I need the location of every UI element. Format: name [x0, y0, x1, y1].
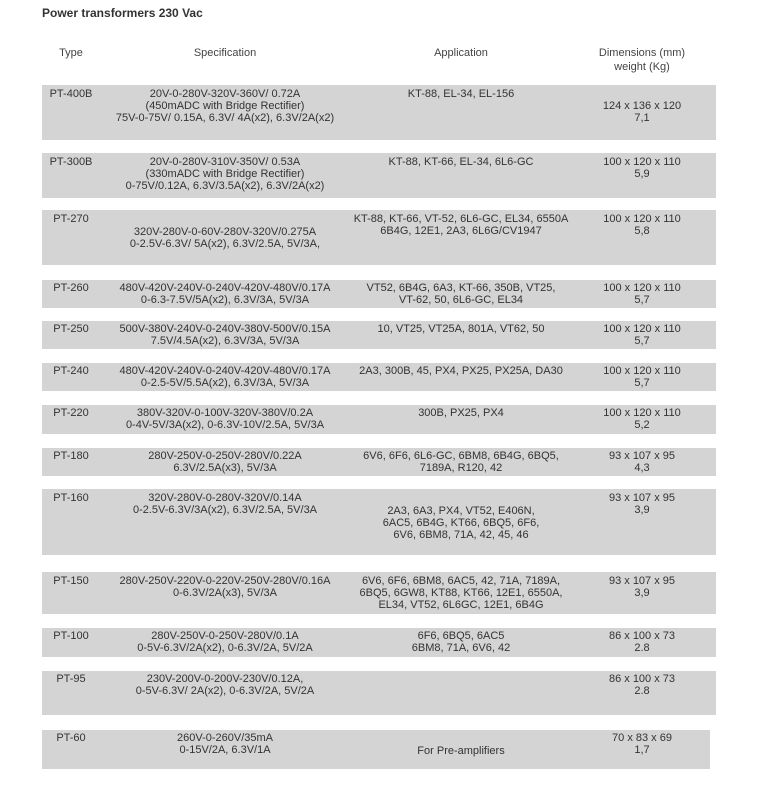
type-cell: PT-180	[53, 450, 89, 462]
application-cell-line: 7189A, R120, 42	[419, 462, 503, 474]
dimensions-cell	[572, 492, 712, 516]
dimensions-value: 100 x 120 x 110	[603, 365, 681, 377]
dimensions-value: 93 x 107 x 95	[608, 575, 676, 587]
application-cell	[350, 365, 572, 377]
specification-cell	[100, 575, 350, 599]
dimensions-value: 100 x 120 x 110	[603, 323, 681, 335]
application-cell	[350, 575, 572, 611]
application-cell-line: For Pre-amplifiers	[417, 745, 505, 757]
weight-value: 2.8	[634, 685, 650, 697]
weight-value: 7,1	[634, 112, 650, 124]
application-cell	[350, 450, 572, 474]
application-cell-line: 6AC5, 6B4G, KT66, 6BQ5, 6F6,	[382, 517, 540, 529]
specification-cell-line: 0-5V-6.3V/ 2A(x2), 0-6.3V/2A, 5V/2A	[135, 685, 315, 697]
specification-cell-line: 280V-250V-0-250V-280V/0.22A	[148, 450, 302, 462]
application-cell-line: 2A3, 300B, 45, PX4, PX25, PX25A, DA30	[359, 365, 563, 377]
specification-cell-line: 380V-320V-0-100V-320V-380V/0.2A	[136, 407, 314, 419]
dimensions-value: 70 x 83 x 69	[612, 732, 672, 744]
specification-cell-line: 0-75V/0.12A, 6.3V/3.5A(x2), 6.3V/2A(x2)	[125, 180, 325, 192]
dimensions-cell	[572, 282, 712, 306]
application-cell-line: 6V6, 6BM8, 71A, 42, 45, 46	[393, 529, 529, 541]
type-cell: PT-100	[53, 630, 89, 642]
weight-value: 5,7	[634, 294, 650, 306]
dimensions-value: 93 x 107 x 95	[608, 492, 676, 504]
dimensions-cell	[572, 575, 712, 599]
application-cell-line: 6BM8, 71A, 6V6, 42	[411, 642, 511, 654]
specification-cell-line: (450mADC with Bridge Rectifier)	[145, 100, 305, 112]
dimensions-cell	[572, 450, 712, 474]
type-cell: PT-160	[53, 492, 89, 504]
specification-cell	[100, 673, 350, 697]
type-cell: PT-260	[53, 282, 89, 294]
type-cell: PT-150	[53, 575, 89, 587]
specification-cell-line: 500V-380V-240V-0-240V-380V-500V/0.15A	[119, 323, 331, 335]
specification-cell-line: 280V-250V-220V-0-220V-250V-280V/0.16A	[119, 575, 331, 587]
application-cell-line: KT-88, KT-66, VT-52, 6L6-GC, EL34, 6550A	[353, 213, 569, 225]
header-specification: Specification	[193, 47, 257, 59]
type-cell: PT-220	[53, 407, 89, 419]
header-application: Application	[434, 47, 488, 59]
table-row	[42, 572, 716, 614]
weight-value: 3,9	[634, 587, 650, 599]
weight-value: 5,8	[634, 225, 650, 237]
application-cell-line: EL34, VT52, 6L6GC, 12E1, 6B4G	[378, 599, 544, 611]
dimensions-value: 100 x 120 x 110	[603, 213, 681, 225]
weight-value: 3,9	[634, 504, 650, 516]
specification-cell	[100, 450, 350, 474]
table-row	[42, 363, 716, 391]
specification-cell-line: 260V-0-260V/35mA	[176, 732, 273, 744]
table-row	[42, 85, 716, 140]
table-row	[42, 405, 716, 434]
application-cell-line: 6BQ5, 6GW8, KT88, KT66, 12E1, 6550A,	[359, 587, 563, 599]
specification-cell-line: 480V-420V-240V-0-240V-420V-480V/0.17A	[119, 282, 331, 294]
application-cell-line: 2A3, 6A3, PX4, VT52, E406N,	[387, 505, 535, 517]
specification-cell-line: 20V-0-280V-320V-360V/ 0.72A	[149, 88, 301, 100]
weight-value: 5,2	[634, 419, 650, 431]
specification-cell-line: 0-2.5-5V/5.5A(x2), 6.3V/3A, 5V/3A	[140, 377, 310, 389]
application-cell	[350, 407, 572, 419]
dimensions-cell	[572, 323, 712, 347]
specification-cell	[100, 156, 350, 192]
weight-value: 5,7	[634, 377, 650, 389]
weight-value: 2.8	[634, 642, 650, 654]
application-cell-line: VT52, 6B4G, 6A3, KT-66, 350B, VT25,	[366, 282, 556, 294]
table-row	[42, 448, 716, 476]
dimensions-value: 86 x 100 x 73	[608, 630, 676, 642]
weight-value: 5,9	[634, 168, 650, 180]
dimensions-cell	[572, 630, 712, 654]
application-cell-line: 6F6, 6BQ5, 6AC5	[417, 630, 505, 642]
type-cell: PT-270	[53, 213, 89, 225]
specification-cell	[100, 365, 350, 389]
header-dimensions-label: Dimensions (mm)	[598, 47, 686, 59]
specification-cell-line: 0-4V-5V/3A(x2), 0-6.3V-10V/2.5A, 5V/3A	[125, 419, 325, 431]
specification-cell-line: 0-2.5V-6.3V/3A(x2), 6.3V/2.5A, 5V/3A	[132, 504, 318, 516]
specification-cell-line: 0-6.3-7.5V/5A(x2), 6.3V/3A, 5V/3A	[140, 294, 310, 306]
application-cell	[350, 630, 572, 654]
specification-cell	[100, 282, 350, 306]
specification-cell	[100, 226, 350, 250]
dimensions-cell	[572, 365, 712, 389]
table-row	[42, 280, 716, 308]
table-row	[42, 730, 710, 769]
header-type: Type	[59, 47, 83, 59]
type-cell: PT-250	[53, 323, 89, 335]
specification-cell	[100, 492, 350, 516]
application-cell	[350, 282, 572, 306]
application-cell-line: 6V6, 6F6, 6BM8, 6AC5, 42, 71A, 7189A,	[361, 575, 561, 587]
application-cell	[350, 323, 572, 335]
dimensions-cell	[572, 732, 712, 756]
application-cell-line: 10, VT25, VT25A, 801A, VT62, 50	[377, 323, 545, 335]
table-row	[42, 210, 716, 265]
specification-cell-line: 480V-420V-240V-0-240V-420V-480V/0.17A	[119, 365, 331, 377]
specification-cell-line: 0-2.5V-6.3V/ 5A(x2), 6.3V/2.5A, 5V/3A,	[129, 238, 321, 250]
weight-value: 4,3	[634, 462, 650, 474]
specification-cell	[100, 407, 350, 431]
specification-cell-line: 320V-280V-0-60V-280V-320V/0.275A	[133, 226, 317, 238]
dimensions-value: 100 x 120 x 110	[603, 282, 681, 294]
specification-cell-line: 7.5V/4.5A(x2), 6.3V/3A, 5V/3A	[150, 335, 300, 347]
specification-cell	[100, 630, 350, 654]
application-cell	[350, 156, 572, 168]
specification-cell-line: 6.3V/2.5A(x3), 5V/3A	[173, 462, 277, 474]
application-cell	[350, 88, 572, 100]
specification-cell-line: 230V-200V-0-200V-230V/0.12A,	[146, 673, 304, 685]
specification-cell-line: (330mADC with Bridge Rectifier)	[145, 168, 305, 180]
application-cell	[350, 745, 572, 757]
specification-cell-line: 75V-0-75V/ 0.15A, 6.3V/ 4A(x2), 6.3V/2A(x2)	[115, 112, 335, 124]
specification-cell-line: 0-15V/2A, 6.3V/1A	[179, 744, 271, 756]
specification-cell-line: 280V-250V-0-250V-280V/0.1A	[151, 630, 299, 642]
type-cell: PT-300B	[49, 156, 93, 168]
header-dimensions	[572, 46, 712, 74]
dimensions-value: 93 x 107 x 95	[608, 450, 676, 462]
application-cell-line: KT-88, EL-34, EL-156	[407, 88, 515, 100]
type-cell: PT-60	[56, 732, 86, 744]
specification-cell	[100, 88, 350, 124]
table-row	[42, 671, 716, 715]
application-cell-line: VT-62, 50, 6L6-GC, EL34	[398, 294, 524, 306]
weight-value: 5,7	[634, 335, 650, 347]
application-cell	[350, 505, 572, 541]
dimensions-cell	[572, 407, 712, 431]
table-row	[42, 321, 716, 349]
type-cell: PT-95	[56, 673, 86, 685]
dimensions-cell	[572, 156, 712, 180]
page-title: Power transformers 230 Vac	[42, 6, 203, 20]
application-cell-line: 300B, PX25, PX4	[418, 407, 504, 419]
table-row	[42, 153, 716, 198]
dimensions-cell	[572, 213, 712, 237]
specification-cell	[100, 732, 350, 756]
application-cell	[350, 213, 572, 237]
weight-value: 1,7	[634, 744, 650, 756]
dimensions-value: 100 x 120 x 110	[603, 156, 681, 168]
specification-cell-line: 320V-280V-0-280V-320V/0.14A	[148, 492, 302, 504]
application-cell-line: KT-88, KT-66, EL-34, 6L6-GC	[388, 156, 534, 168]
dimensions-value: 86 x 100 x 73	[608, 673, 676, 685]
dimensions-cell	[572, 100, 712, 124]
type-cell: PT-240	[53, 365, 89, 377]
specification-cell-line: 20V-0-280V-310V-350V/ 0.53A	[149, 156, 301, 168]
table-row	[42, 489, 716, 555]
table-row	[42, 628, 716, 657]
type-cell: PT-400B	[49, 88, 93, 100]
specification-cell	[100, 323, 350, 347]
dimensions-cell	[572, 673, 712, 697]
application-cell-line: 6V6, 6F6, 6L6-GC, 6BM8, 6B4G, 6BQ5,	[363, 450, 559, 462]
application-cell-line: 6B4G, 12E1, 2A3, 6L6G/CV1947	[380, 225, 542, 237]
dimensions-value: 100 x 120 x 110	[603, 407, 681, 419]
header-weight-label: weight (Kg)	[614, 61, 670, 73]
dimensions-value: 124 x 136 x 120	[602, 100, 682, 112]
specification-cell-line: 0-6.3V/2A(x3), 5V/3A	[173, 587, 277, 599]
specification-cell-line: 0-5V-6.3V/2A(x2), 0-6.3V/2A, 5V/2A	[137, 642, 313, 654]
